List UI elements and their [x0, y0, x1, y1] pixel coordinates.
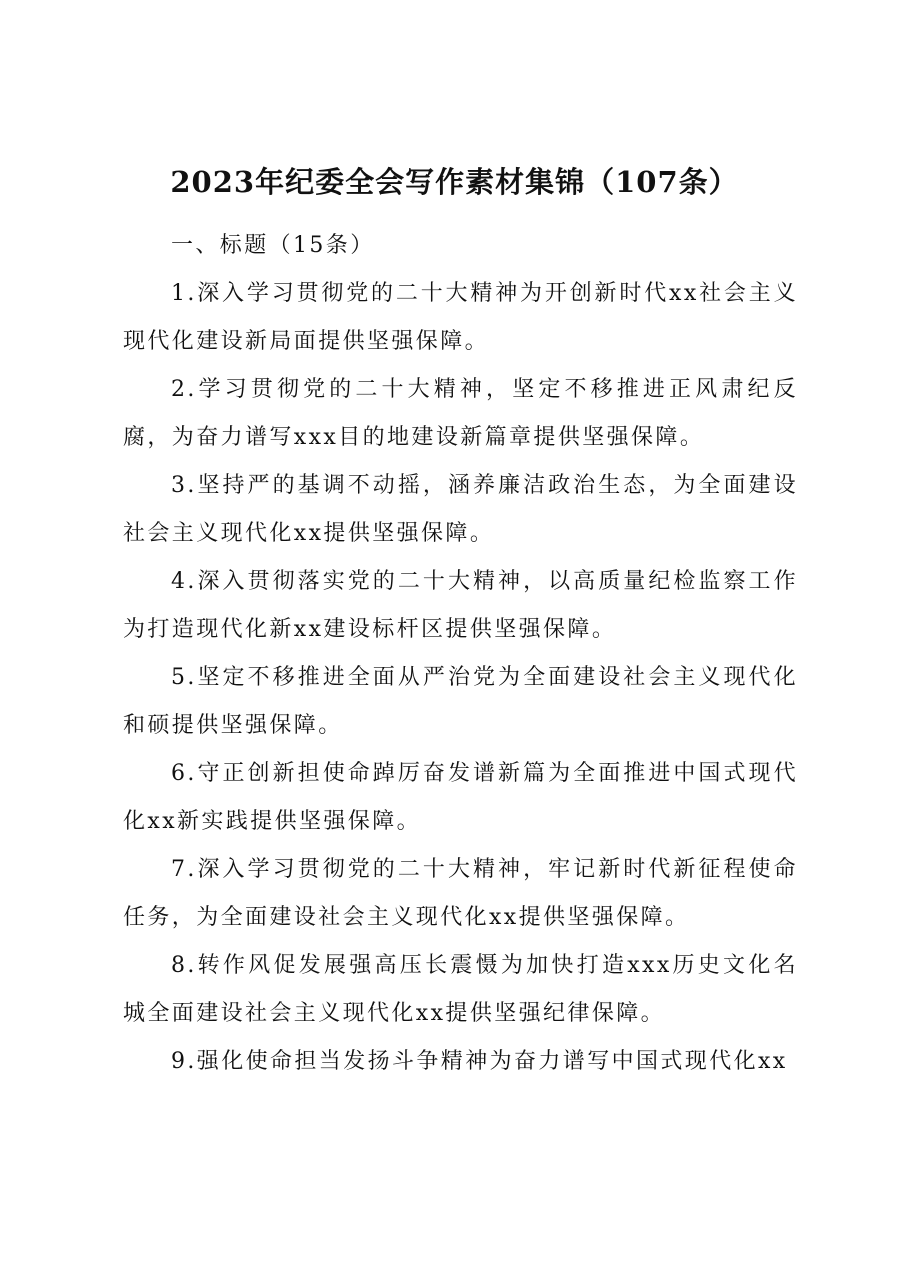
list-item: 9.强化使命担当发扬斗争精神为奋力谱写中国式现代化xx [171, 1049, 788, 1074]
list-item: 7.深入学习贯彻党的二十大精神，牢记新时代新征程使命任务，为全面建设社会主义现代化xx提供坚强保障。 [123, 857, 798, 930]
list-item: 6.守正创新担使命踔厉奋发谱新篇为全面推进中国式现代化xx新实践提供坚强保障。 [123, 761, 798, 834]
list-item: 2.学习贯彻党的二十大精神，坚定不移推进正风肃纪反腐，为奋力谱写xxx目的地建设新篇章提供坚强保障。 [123, 377, 798, 450]
list-item: 3.坚持严的基调不动摇，涵养廉洁政治生态，为全面建设社会主义现代化xx提供坚强保障。 [123, 473, 798, 546]
list-item: 5.坚定不移推进全面从严治党为全面建设社会主义现代化和硕提供坚强保障。 [123, 665, 798, 738]
list-item: 1.深入学习贯彻党的二十大精神为开创新时代xx社会主义现代化建设新局面提供坚强保障。 [123, 281, 798, 354]
list-item: 4.深入贯彻落实党的二十大精神，以高质量纪检监察工作为打造现代化新xx建设标杆区提供坚强保障。 [123, 569, 798, 642]
document-body [123, 222, 798, 1086]
list-item: 8.转作风促发展强高压长震慑为加快打造xxx历史文化名城全面建设社会主义现代化xx提供坚强纪律保障。 [123, 953, 798, 1026]
section-heading: 一、标题（15条） [171, 233, 375, 258]
document-title: 2023年纪委全会写作素材集锦（107条） [170, 165, 739, 199]
